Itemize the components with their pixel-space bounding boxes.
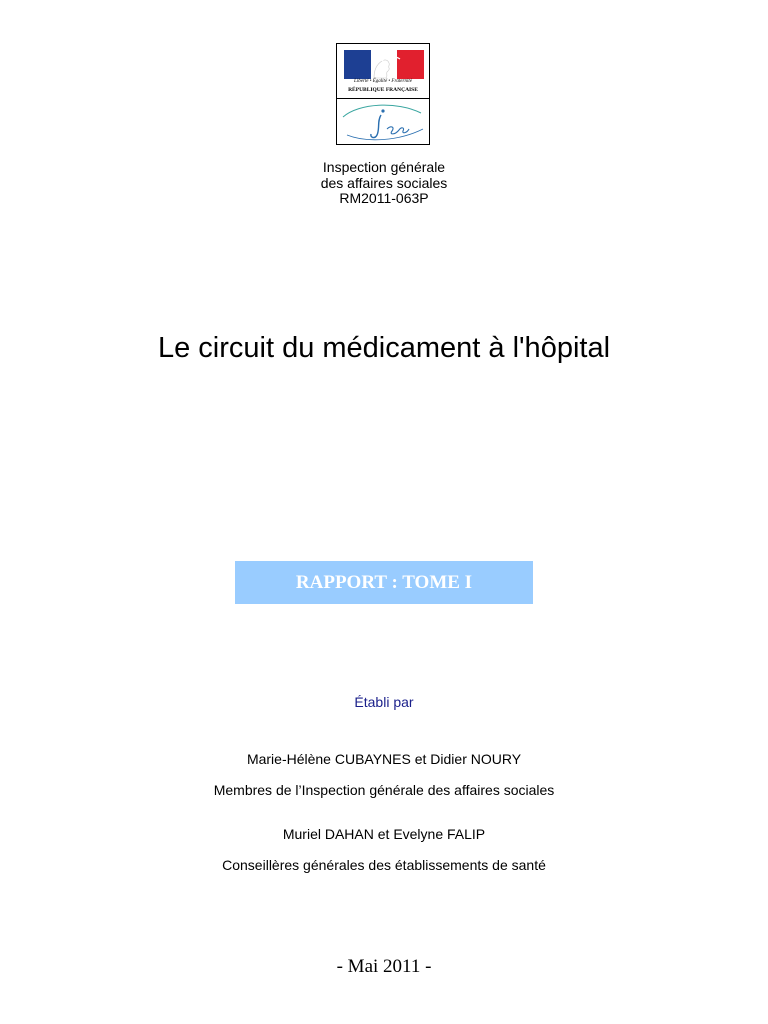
authors-group1-names: Marie-Hélène CUBAYNES et Didier NOURY: [246, 751, 522, 767]
organization-name-line1: Inspection générale: [322, 159, 446, 175]
organization-name-line2: des affaires sociales: [320, 174, 448, 191]
authors-group2-names: Muriel DAHAN et Evelyne FALIP: [282, 826, 486, 842]
report-reference: RM2011-063P: [339, 190, 429, 206]
established-by-label: Établi par: [354, 694, 414, 710]
report-title: Le circuit du médicament à l'hôpital: [157, 332, 611, 364]
organization-header: [0, 160, 768, 207]
republic-text: RÉPUBLIQUE FRANÇAISE: [348, 87, 418, 93]
motto-text: Liberté • Égalité • Fraternité: [354, 79, 412, 84]
report-volume-banner: [235, 561, 533, 604]
government-logo: [336, 43, 430, 145]
marianne-logo: [337, 44, 429, 99]
authors-group1-role: Membres de l’Inspection générale des affaires sociales: [213, 782, 555, 798]
report-volume-label: RAPPORT : TOME I: [295, 571, 473, 593]
authors-group2-role: Conseillères générales des établissements de santé: [222, 857, 546, 873]
report-date: - Mai 2011 -: [336, 956, 432, 977]
marianne-profile-icon: [344, 50, 424, 79]
igas-logo: [337, 99, 429, 144]
